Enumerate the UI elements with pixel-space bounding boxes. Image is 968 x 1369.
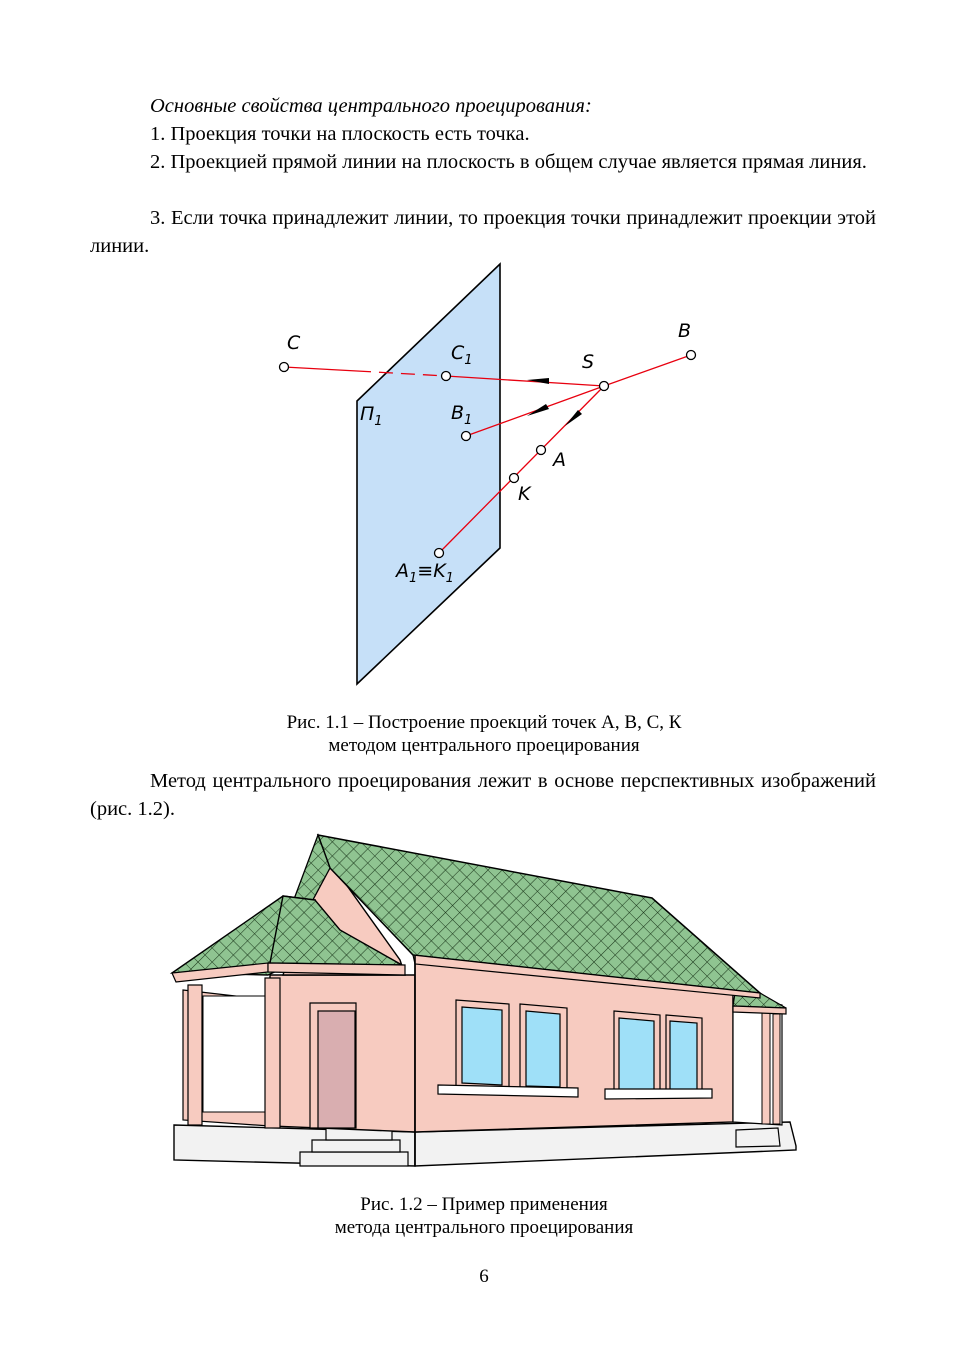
point-b1	[462, 432, 471, 441]
label-k: K	[518, 483, 531, 505]
point-c	[280, 363, 289, 372]
right-porch-post-2	[773, 1014, 780, 1124]
arrow-to-a1	[565, 410, 582, 426]
steps-right-side	[736, 1128, 780, 1147]
point-b	[687, 351, 696, 360]
window-3	[619, 1018, 654, 1090]
label-c1: $C_1$	[451, 342, 473, 368]
property-item-2: 2. Проекцией прямой линии на плоскость в общем случае является прямая линия.	[150, 151, 867, 173]
projection-plane-p1	[357, 264, 500, 684]
column-2	[265, 978, 280, 1128]
arrow-to-b1	[527, 404, 549, 416]
label-a1-k1: $A_1\equiv K_1$	[396, 560, 454, 586]
point-k	[510, 474, 519, 483]
door	[318, 1011, 355, 1128]
page-number: 6	[479, 1266, 489, 1287]
point-s	[600, 382, 609, 391]
central-projection-figure	[0, 256, 968, 696]
properties-heading: Основные свойства центрального проецирования:	[150, 95, 592, 117]
point-a	[537, 446, 546, 455]
porch-opening	[203, 996, 265, 1112]
property-item-3: 3. Если точка принадлежит линии, то проекция точки принадлежит проекции этой линии.	[90, 207, 876, 257]
point-a1-k1	[435, 549, 444, 558]
steps-front	[300, 1152, 408, 1166]
eave-right-porch	[733, 1006, 786, 1014]
label-s: S	[582, 351, 595, 373]
window-2	[526, 1011, 560, 1087]
label-b1: $B_1$	[451, 402, 473, 428]
right-porch-post-1	[762, 1012, 770, 1124]
label-c: C	[287, 332, 301, 354]
body-paragraph: Метод центрального проецирования лежит в основе перспективных изображений (рис. 1.2).	[90, 770, 876, 820]
ray-s-b	[604, 355, 691, 386]
point-c1	[442, 372, 451, 381]
column-1	[188, 985, 202, 1125]
label-a: A	[553, 449, 566, 471]
house-perspective-figure	[0, 830, 968, 1170]
property-item-1: 1. Проекция точки на плоскость есть точка.	[150, 123, 530, 145]
window-1	[462, 1007, 502, 1085]
steps-middle	[312, 1140, 400, 1152]
figure-1-caption-line2: методом центрального проецирования	[328, 735, 640, 756]
figure-2-caption-line2: метода центрального проецирования	[334, 1217, 634, 1238]
figure-2-caption-line1: Рис. 1.2 – Пример применения	[360, 1194, 608, 1215]
label-b: B	[678, 320, 692, 342]
label-p1: $П_1$	[360, 403, 383, 429]
figure-1-caption-line1: Рис. 1.1 – Построение проекций точек А, В, С, К	[286, 712, 682, 733]
window-sill-2	[605, 1089, 712, 1099]
ray-c-solid-left	[284, 367, 357, 371]
window-4	[670, 1021, 697, 1090]
